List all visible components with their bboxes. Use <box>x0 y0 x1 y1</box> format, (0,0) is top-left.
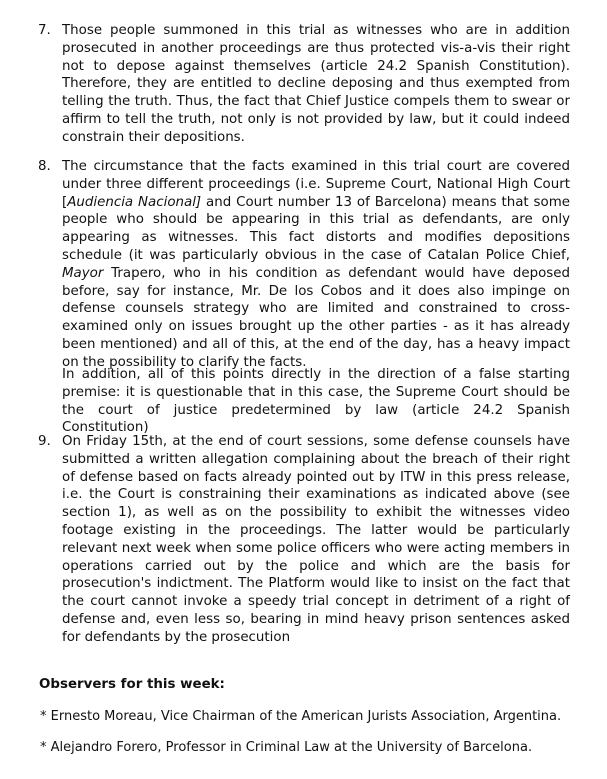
observer-line: * Alejandro Forero, Professor in Criminal Law at the University of Barcelona. <box>40 740 533 755</box>
italic-term: Mayor <box>62 265 104 281</box>
text-segment: and Court number 13 of Barcelona) means that some people who should be appearing in this trial as defendants, are only appearing as witnesses. This fact distorts and modifies depositions schedule (it was particularly obvious in the case of Catalan Police Chief, <box>62 194 571 263</box>
list-item-7 <box>38 22 570 147</box>
item-text: Those people summoned in this trial as witnesses who are in addition prosecuted in another proceedings are thus protected vis-a-vis their right not to depose against themselves (article 24.2 Spanish Constitution). Therefore, they are entitled to decline deposing and thus exempted from telling the truth. Thus, the fact that Chief Justice compels them to swear or affirm to tell the truth, not only is not provided by law, but it could indeed constrain their depositions. <box>62 23 570 145</box>
item-text: On Friday 15th, at the end of court sessions, some defense counsels have submitted a written allegation complaining about the breach of their right of defense based on facts already pointed out by ITW in this press release, i.e. the Court is constraining their examinations as indicated above (see section 1), as well as on the possibility to exhibit the witnesses video footage existing in the proceedings. The latter would be particularly relevant next week when some police officers who were acting members in operations carried out by the police and which are the basis for prosecution's indictment. The Platform would like to insist on the fact that the court cannot invoke a speedy trial concept in detriment of a right of defense and, even less so, bearing in mind heavy prison sentences asked for defendants by the prosecution <box>62 434 570 645</box>
text-segment: Trapero, who in his condition as defendant would have deposed before, say for instance, Mr. De los Cobos and it does also impinge on defense counsels strategy who are limited and constrained to cross-examined only on issues brought up the other parties - as it has already been mentioned) and all of this, at the end of the day, has a heavy impact on the possibility to clarify the facts. <box>62 265 570 370</box>
list-item-9 <box>38 433 570 647</box>
item-number: 8. <box>38 159 51 174</box>
observer-line: * Ernesto Moreau, Vice Chairman of the American Jurists Association, Argentina. <box>40 709 562 724</box>
observers-heading: Observers for this week: <box>39 677 225 692</box>
text-segment: The circumstance that the facts examined in this trial court are covered under three different proceedings (i.e. Supreme Court, National High Court [ <box>62 159 570 210</box>
item-number: 9. <box>38 434 51 449</box>
item-number: 7. <box>38 23 51 38</box>
item-8-paragraph-2: In addition, all of this points directly in the direction of a false starting premise: it is questionable that in this case, the Supreme Court should be the court of justice predetermined by law (article 24.2 Spanish Constitution) <box>62 367 570 436</box>
item-text <box>62 158 570 372</box>
list-item-8 <box>38 158 570 372</box>
italic-term: Audiencia Nacional] <box>67 194 202 210</box>
